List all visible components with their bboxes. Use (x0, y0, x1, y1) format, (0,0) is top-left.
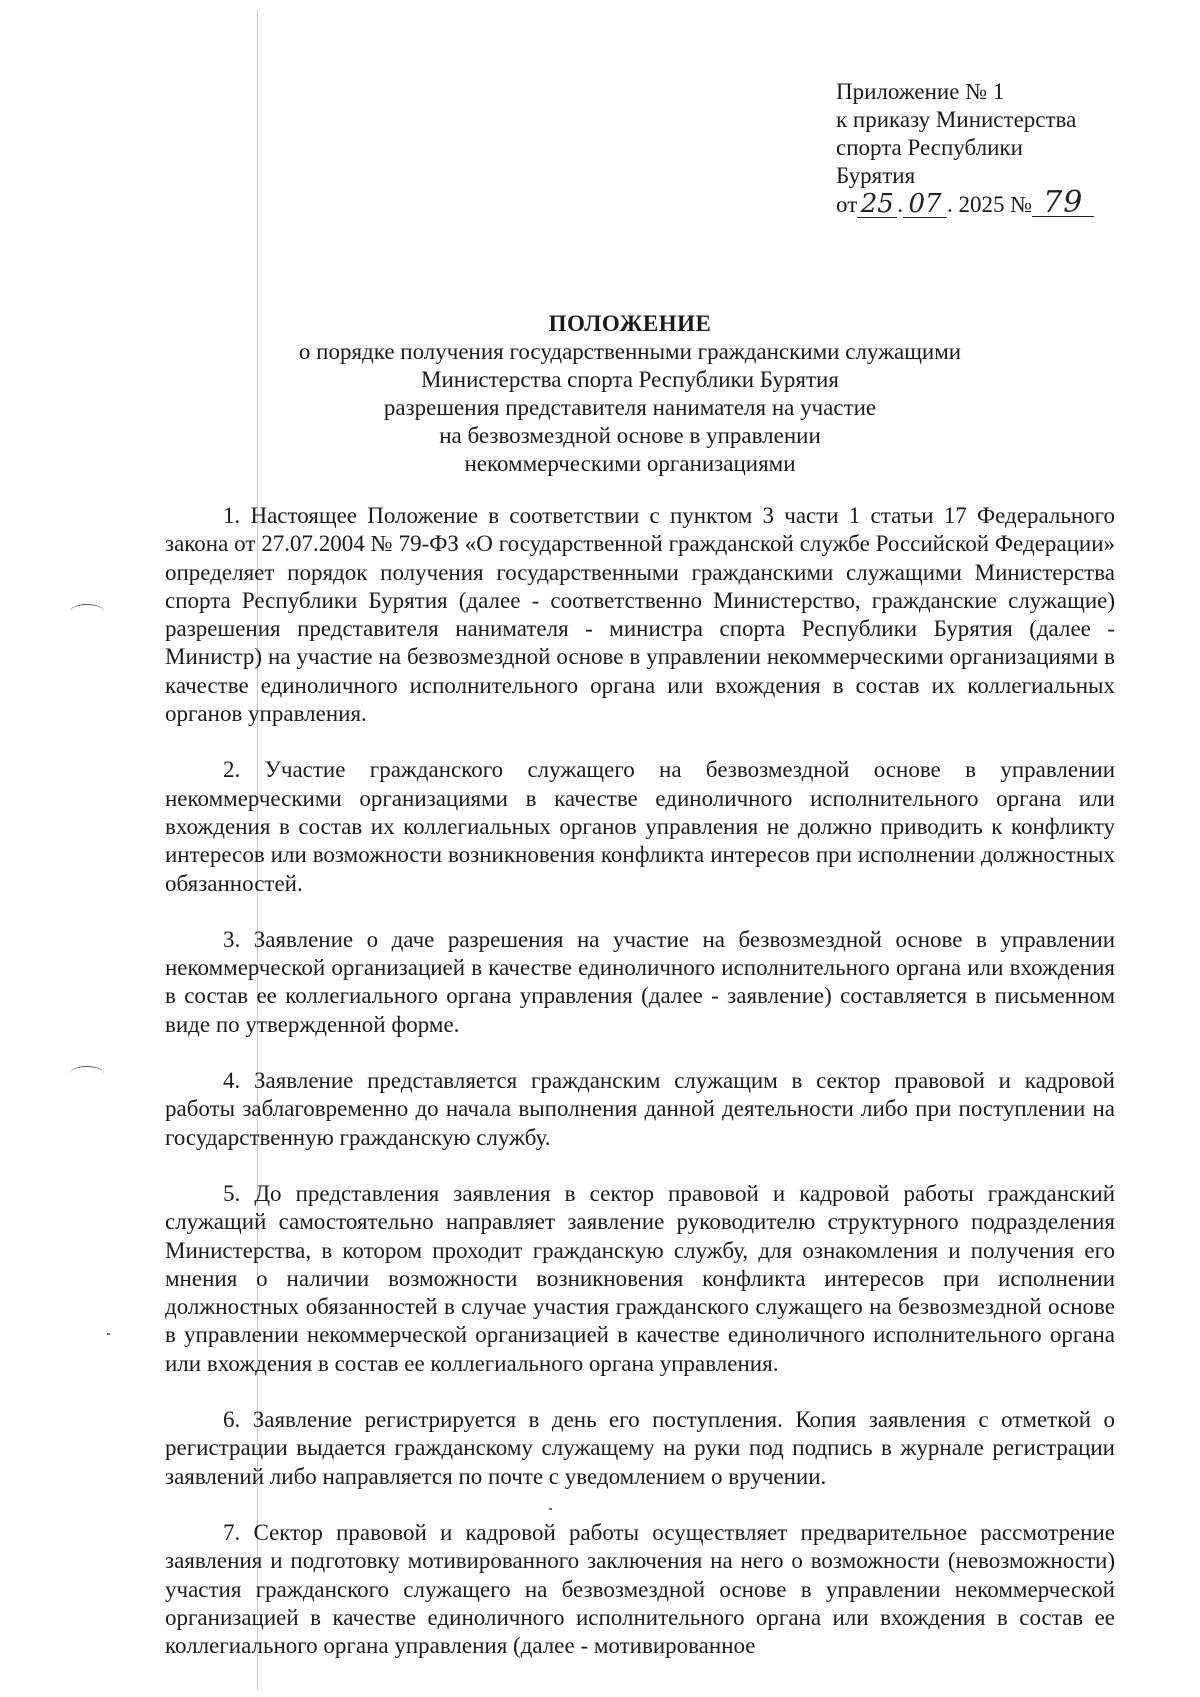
date-year: . 2025 № (947, 192, 1033, 217)
document-title (190, 310, 1070, 478)
appendix-date-line (836, 185, 1176, 220)
paragraph-7: 7. Сектор правовой и кадровой работы осуществляет предварительное рассмотрение заявления и подготовку мотивированного заключения на него о возможности (невозможности) участия гражданского служащего на безвозмездной основе в управлении некоммерческой организацией в качестве единоличного исполнительного органа или вхождения в состав ее коллегиального органа управления (далее - мотивированное (165, 1519, 1115, 1659)
title-subtitle-line: на безвозмездной основе в управлении (439, 423, 821, 448)
paragraph-2: 2. Участие гражданского служащего на безвозмездной основе в управлении некоммерческими организациями в качестве единоличного исполнительного органа или вхождения в состав их коллегиальных органов управления не должно приводить к конфликту интересов или возможности возникновения конфликта интересов при исполнении должностных обязанностей. (165, 757, 1115, 896)
date-prefix: от (836, 192, 858, 217)
appendix-line: к приказу Министерства (836, 107, 1077, 132)
title-heading: ПОЛОЖЕНИЕ (548, 311, 712, 336)
appendix-line: Бурятия (836, 163, 916, 188)
handwritten-date-day: 25 (857, 191, 897, 218)
title-subtitle-line: разрешения представителя нанимателя на участие (383, 395, 877, 420)
paragraph-1: 1. Настоящее Положение в соответствии с пунктом 3 части 1 статьи 17 Федерального закона от 27.07.2004 № 79-ФЗ «О государственной гражданской службе Российской Федерации» определяет порядок получения государственными гражданскими служащими Министерства спорта Республики Бурятия (далее - соответственно Министерство, гражданские служащие) разрешения представителя нанимателя - министра спорта Республики Бурятия (далее - Министр) на участие на безвозмездной основе в управлении некоммерческими организациями в качестве единоличного исполнительного органа или вхождения в состав их коллегиальных органов управления. (165, 503, 1115, 727)
handwritten-date-month: 07 (903, 191, 947, 218)
paragraph-6: 6. Заявление регистрируется в день его поступления. Копия заявления с отметкой о регистрации выдается гражданскому служащему на руки под подпись в журнале регистрации заявлений либо направляется по почте с уведомлением о вручении. (165, 1407, 1115, 1489)
scan-artifact-dot (107, 1333, 110, 1335)
title-subtitle-line: Министерства спорта Республики Бурятия (421, 367, 839, 392)
appendix-line: Приложение № 1 (836, 79, 1005, 104)
date-separator: . (897, 192, 903, 217)
document-body (165, 502, 1115, 1688)
paragraph-3: 3. Заявление о даче разрешения на участие на безвозмездной основе в управлении некоммерческой организацией в качестве единоличного исполнительного органа или вхождения в состав ее коллегиального органа управления (далее - заявление) составляется в письменном виде по утвержденной форме. (165, 926, 1115, 1037)
appendix-block (836, 78, 1176, 219)
appendix-line: спорта Республики (836, 135, 1023, 160)
paragraph-4: 4. Заявление представляется гражданским служащим в сектор правовой и кадровой работы заблаговременно до начала выполнения данной деятельности либо при поступлении на государственную гражданскую службу. (165, 1068, 1115, 1150)
scan-artifact-mark (70, 604, 104, 619)
handwritten-order-number: 79 (1032, 190, 1094, 217)
paragraph-5: 5. До представления заявления в сектор правовой и кадровой работы гражданский служащий самостоятельно направляет заявление руководителю структурного подразделения Министерства, в котором проходит гражданскую службу, для ознакомления и получения его мнения о наличии возможности возникновения конфликта интересов при исполнении должностных обязанностей в случае участия гражданского служащего на безвозмездной основе в управлении некоммерческой организацией в качестве единоличного исполнительного органа или вхождения в состав ее коллегиального органа управления. (165, 1180, 1115, 1376)
scan-artifact-mark (70, 1066, 104, 1081)
title-subtitle-line: некоммерческими организациями (464, 451, 796, 476)
title-subtitle-line: о порядке получения государственными гражданскими служащими (298, 339, 962, 364)
